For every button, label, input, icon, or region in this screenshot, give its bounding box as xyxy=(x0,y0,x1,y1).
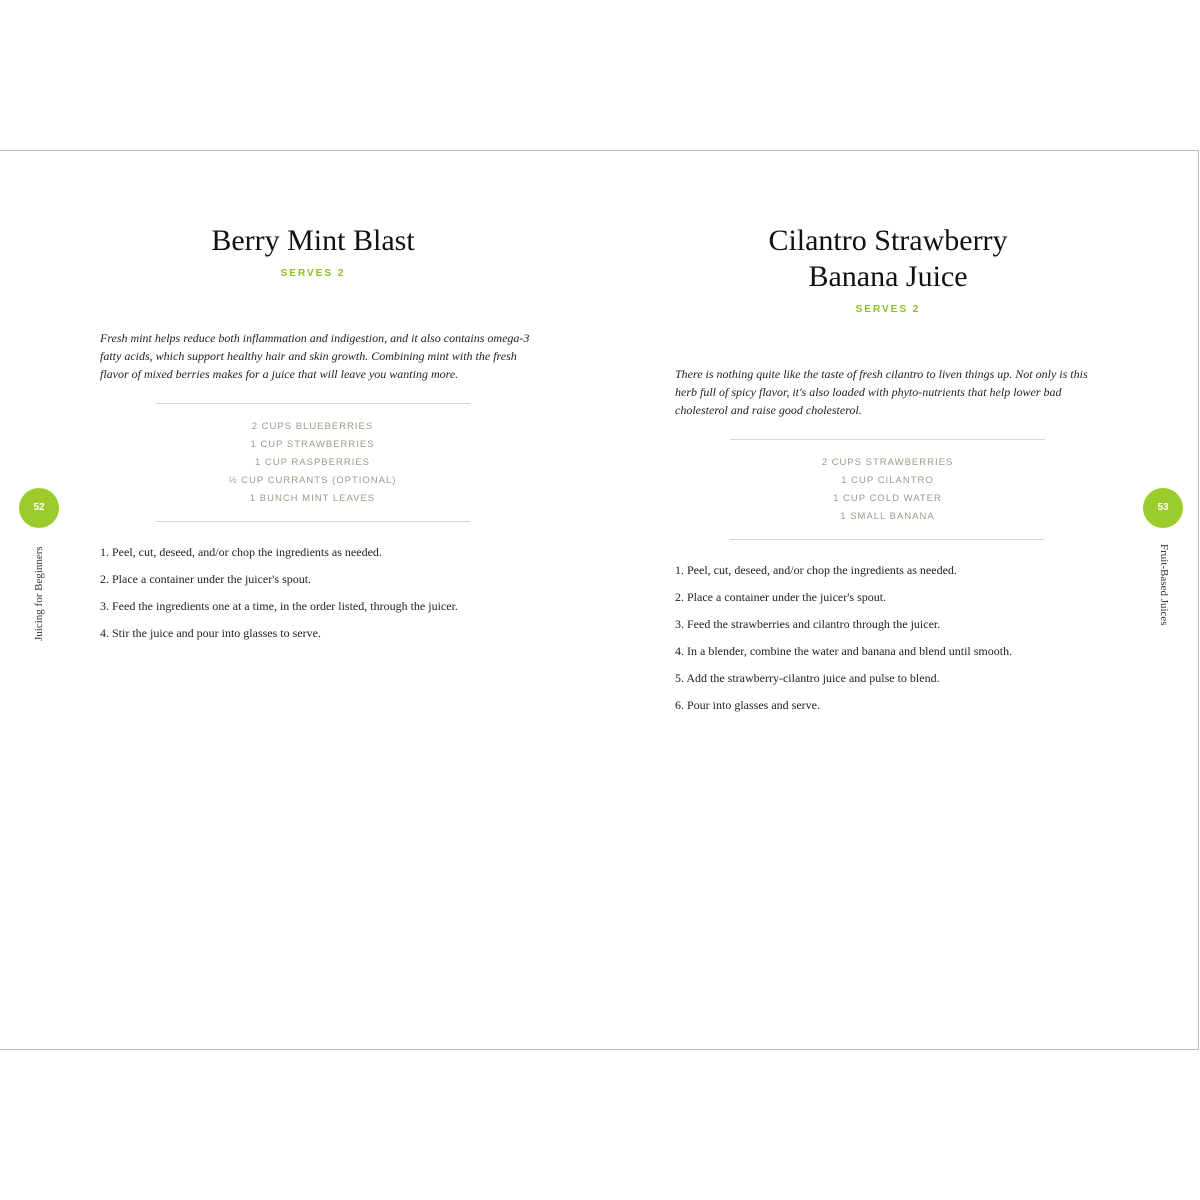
ingredient-item: 2 CUPS STRAWBERRIES xyxy=(821,457,954,468)
step-item: 2. Place a container under the juicer's spout. xyxy=(675,590,887,604)
step-item: 5. Add the strawberry-cilantro juice and pulse to blend. xyxy=(675,671,940,685)
serves-label: SERVES 2 xyxy=(280,268,346,279)
recipe-intro: There is nothing quite like the taste of fresh cilantro to liven things up. Not only is this herb full of spicy flavor, it's also loaded with phyto-nutrients that help lower bad cholesterol and raise good cholesterol. xyxy=(675,367,1088,417)
steps-list xyxy=(675,557,1155,719)
ingredient-list xyxy=(155,418,470,508)
ingredient-item: 1 CUP STRAWBERRIES xyxy=(250,439,375,450)
page-number-badge: 53 xyxy=(1143,488,1183,528)
divider-bottom xyxy=(155,521,470,522)
running-head: Fruit-Based Juices xyxy=(1158,544,1170,626)
step-item: 1. Peel, cut, deseed, and/or chop the ingredients as needed. xyxy=(100,545,382,559)
divider-bottom xyxy=(730,539,1045,540)
ingredient-item: 1 SMALL BANANA xyxy=(840,511,935,522)
ingredient-item: 2 CUPS BLUEBERRIES xyxy=(251,421,374,432)
recipe-title: Berry Mint Blast xyxy=(211,224,415,257)
recipe-title-line-2: Banana Juice xyxy=(808,260,968,293)
ingredient-item: 1 CUP COLD WATER xyxy=(833,493,942,504)
step-item: 4. In a blender, combine the water and banana and blend until smooth. xyxy=(675,644,1013,658)
page-number-badge: 52 xyxy=(19,488,59,528)
book-spread xyxy=(0,150,1199,1050)
recipe-title: Cilantro Strawberry xyxy=(768,224,1008,257)
recipe-intro: Fresh mint helps reduce both inflammation and indigestion, and it also contains omega-3 fatty acids, which support healthy hair and skin growth. Combining mint with the fresh flavor of mixed berries makes for a juice that will leave you wanting more. xyxy=(100,331,530,381)
divider-top xyxy=(730,439,1045,440)
step-item: 4. Stir the juice and pour into glasses to serve. xyxy=(100,626,321,640)
steps-list xyxy=(100,539,580,647)
running-head: Juicing for Beginners xyxy=(33,546,45,641)
ingredient-item: ½ CUP CURRANTS (OPTIONAL) xyxy=(228,475,397,486)
step-item: 2. Place a container under the juicer's spout. xyxy=(100,572,312,586)
step-item: 6. Pour into glasses and serve. xyxy=(675,698,820,712)
step-item: 3. Feed the ingredients one at a time, in the order listed, through the juicer. xyxy=(100,599,458,613)
serves-label: SERVES 2 xyxy=(855,304,921,315)
left-page xyxy=(0,151,599,1049)
ingredient-item: 1 CUP RASPBERRIES xyxy=(254,457,371,468)
step-item: 3. Feed the strawberries and cilantro through the juicer. xyxy=(675,617,941,631)
divider-top xyxy=(155,403,470,404)
ingredient-item: 1 CUP CILANTRO xyxy=(841,475,934,486)
right-page xyxy=(599,151,1198,1049)
ingredient-list xyxy=(730,454,1045,526)
ingredient-item: 1 BUNCH MINT LEAVES xyxy=(249,493,376,504)
step-item: 1. Peel, cut, deseed, and/or chop the ingredients as needed. xyxy=(675,563,957,577)
